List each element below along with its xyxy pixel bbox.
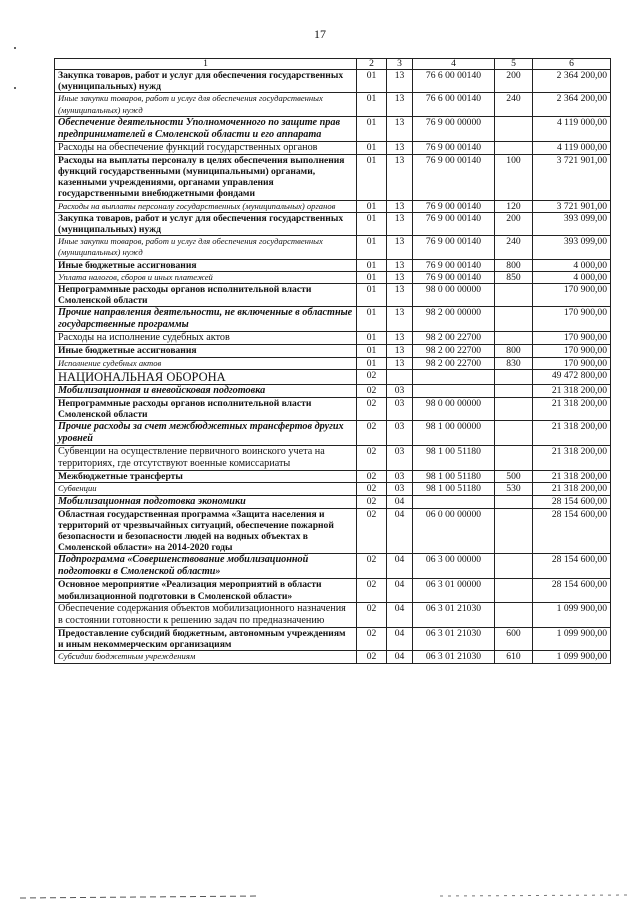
row-name: Предоставление субсидий бюджетным, автономным учреждениям и иным некоммерческим организациям: [55, 627, 357, 650]
section-code: 01: [357, 200, 387, 212]
row-name: Областная государственная программа «Защита населения и территорий от чрезвычайных ситуаций, обеспечение пожарной безопасности и безопасности людей на водных объектах в Смоленской области» на 2014-2020 годы: [55, 508, 357, 554]
row-name: Уплата налогов, сборов и иных платежей: [55, 271, 357, 283]
expense-type: [495, 307, 533, 332]
expense-type: 240: [495, 93, 533, 116]
amount: 4 000,00: [533, 259, 611, 271]
section-code: 02: [357, 627, 387, 650]
expense-type: 240: [495, 236, 533, 259]
row-name: Исполнение судебных актов: [55, 357, 357, 369]
amount: 170 900,00: [533, 332, 611, 345]
table-row: [55, 579, 611, 602]
scan-dash-line: [0, 890, 640, 905]
row-name: Субвенции на осуществление первичного воинского учета на территориях, где отсутствуют военные комиссариаты: [55, 446, 357, 471]
expense-type: 200: [495, 212, 533, 235]
row-name: Иные бюджетные ассигнования: [55, 259, 357, 271]
table-row: [55, 627, 611, 650]
target-article: 98 1 00 51180: [413, 483, 495, 495]
table-row: [55, 141, 611, 154]
column-header: 5: [495, 59, 533, 70]
expense-type: [495, 446, 533, 471]
row-name: Расходы на выплаты персоналу в целях обеспечения выполнения функций государственными (муниципальными) органами, казенными учреждениями, органами управления государственными внебюджетными фондами: [55, 154, 357, 200]
section-code: 01: [357, 116, 387, 141]
subsection-code: 13: [387, 332, 413, 345]
subsection-code: 03: [387, 421, 413, 446]
table-row: [55, 508, 611, 554]
table-row: [55, 154, 611, 200]
amount: 2 364 200,00: [533, 93, 611, 116]
table-row: [55, 384, 611, 397]
section-code: 01: [357, 271, 387, 283]
subsection-code: 04: [387, 579, 413, 602]
table-row: [55, 471, 611, 483]
target-article: 06 3 01 21030: [413, 651, 495, 663]
target-article: 76 9 00 00140: [413, 259, 495, 271]
section-code: 02: [357, 508, 387, 554]
subsection-code: 13: [387, 116, 413, 141]
target-article: 06 3 01 00000: [413, 579, 495, 602]
target-article: 06 0 00 00000: [413, 508, 495, 554]
section-code: 01: [357, 307, 387, 332]
section-code: 01: [357, 70, 387, 93]
target-article: 98 1 00 51180: [413, 446, 495, 471]
amount: 4 119 000,00: [533, 116, 611, 141]
subsection-code: 13: [387, 271, 413, 283]
amount: 21 318 200,00: [533, 483, 611, 495]
expense-type: 530: [495, 483, 533, 495]
table-row: [55, 602, 611, 627]
amount: 21 318 200,00: [533, 397, 611, 420]
table-row: [55, 271, 611, 283]
expense-type: [495, 141, 533, 154]
target-article: [413, 369, 495, 384]
table-row: [55, 93, 611, 116]
expense-type: [495, 495, 533, 508]
expense-type: 800: [495, 259, 533, 271]
subsection-code: 04: [387, 602, 413, 627]
amount: 4 119 000,00: [533, 141, 611, 154]
expense-type: [495, 508, 533, 554]
amount: 393 099,00: [533, 236, 611, 259]
amount: 21 318 200,00: [533, 384, 611, 397]
row-name: Прочие направления деятельности, не включенные в областные государственные программы: [55, 307, 357, 332]
target-article: 76 9 00 00140: [413, 236, 495, 259]
expense-type: 100: [495, 154, 533, 200]
row-name: Мобилизационная подготовка экономики: [55, 495, 357, 508]
expense-type: [495, 369, 533, 384]
section-code: 01: [357, 154, 387, 200]
amount: 170 900,00: [533, 307, 611, 332]
subsection-code: 13: [387, 200, 413, 212]
amount: 170 900,00: [533, 345, 611, 357]
row-name: Закупка товаров, работ и услуг для обеспечения государственных (муниципальных) нужд: [55, 212, 357, 235]
section-code: 02: [357, 483, 387, 495]
table-row: [55, 421, 611, 446]
subsection-code: 13: [387, 307, 413, 332]
target-article: 76 6 00 00140: [413, 93, 495, 116]
target-article: 98 2 00 22700: [413, 332, 495, 345]
row-name: Расходы на обеспечение функций государственных органов: [55, 141, 357, 154]
row-name: Иные закупки товаров, работ и услуг для обеспечения государственных (муниципальных) нужд: [55, 93, 357, 116]
table-row: [55, 345, 611, 357]
row-name: Обеспечение содержания объектов мобилизационного назначения в состоянии готовности к решению задач по предназначению: [55, 602, 357, 627]
target-article: 98 2 00 00000: [413, 307, 495, 332]
amount: 28 154 600,00: [533, 579, 611, 602]
section-code: 02: [357, 471, 387, 483]
target-article: 06 3 01 21030: [413, 627, 495, 650]
subsection-code: 13: [387, 93, 413, 116]
subsection-code: 13: [387, 70, 413, 93]
row-name: Закупка товаров, работ и услуг для обеспечения государственных (муниципальных) нужд: [55, 70, 357, 93]
target-article: 76 9 00 00000: [413, 116, 495, 141]
expense-type: [495, 384, 533, 397]
table-row: [55, 116, 611, 141]
row-name: Субвенции: [55, 483, 357, 495]
expense-type: [495, 116, 533, 141]
expense-type: 600: [495, 627, 533, 650]
amount: 1 099 900,00: [533, 627, 611, 650]
subsection-code: 04: [387, 651, 413, 663]
amount: 1 099 900,00: [533, 651, 611, 663]
target-article: 98 0 00 00000: [413, 397, 495, 420]
expense-type: [495, 554, 533, 579]
subsection-code: 03: [387, 384, 413, 397]
section-code: 01: [357, 259, 387, 271]
subsection-code: 13: [387, 236, 413, 259]
expense-type: 120: [495, 200, 533, 212]
amount: 28 154 600,00: [533, 508, 611, 554]
row-name: НАЦИОНАЛЬНАЯ ОБОРОНА: [55, 369, 357, 384]
table-row: [55, 554, 611, 579]
subsection-code: 13: [387, 212, 413, 235]
section-code: 02: [357, 369, 387, 384]
expense-type: 830: [495, 357, 533, 369]
section-code: 01: [357, 141, 387, 154]
table-row: [55, 495, 611, 508]
row-name: Расходы на выплаты персоналу государственных (муниципальных) органов: [55, 200, 357, 212]
amount: 4 000,00: [533, 271, 611, 283]
section-code: 02: [357, 651, 387, 663]
section-code: 01: [357, 212, 387, 235]
row-name: Прочие расходы за счет межбюджетных трансфертов других уровней: [55, 421, 357, 446]
expense-type: 200: [495, 70, 533, 93]
amount: 21 318 200,00: [533, 446, 611, 471]
expense-type: [495, 284, 533, 307]
amount: 49 472 800,00: [533, 369, 611, 384]
section-code: 01: [357, 357, 387, 369]
target-article: [413, 384, 495, 397]
amount: 1 099 900,00: [533, 602, 611, 627]
table-row: [55, 446, 611, 471]
expense-type: [495, 397, 533, 420]
table-row: [55, 236, 611, 259]
amount: 3 721 901,00: [533, 200, 611, 212]
subsection-code: 13: [387, 345, 413, 357]
row-name: Подпрограмма «Совершенствование мобилизационной подготовки в Смоленской области»: [55, 554, 357, 579]
column-header: 4: [413, 59, 495, 70]
target-article: [413, 495, 495, 508]
subsection-code: [387, 369, 413, 384]
row-name: Иные бюджетные ассигнования: [55, 345, 357, 357]
header-row: [55, 59, 611, 70]
subsection-code: 13: [387, 284, 413, 307]
target-article: 76 6 00 00140: [413, 70, 495, 93]
table-row: [55, 483, 611, 495]
section-code: 02: [357, 495, 387, 508]
expense-type: [495, 579, 533, 602]
column-header: 6: [533, 59, 611, 70]
expense-type: 800: [495, 345, 533, 357]
row-name: Основное мероприятие «Реализация мероприятий в области мобилизационной подготовки в Смоленской области»: [55, 579, 357, 602]
subsection-code: 03: [387, 446, 413, 471]
section-code: 02: [357, 602, 387, 627]
table-row: [55, 212, 611, 235]
target-article: 06 3 00 00000: [413, 554, 495, 579]
expense-type: 500: [495, 471, 533, 483]
scan-mark: [10, 40, 20, 100]
subsection-code: 13: [387, 141, 413, 154]
expense-type: 850: [495, 271, 533, 283]
target-article: 98 1 00 51180: [413, 471, 495, 483]
target-article: 76 9 00 00140: [413, 271, 495, 283]
target-article: 76 9 00 00140: [413, 200, 495, 212]
subsection-code: 03: [387, 483, 413, 495]
section-code: 01: [357, 345, 387, 357]
section-code: 02: [357, 579, 387, 602]
subsection-code: 04: [387, 508, 413, 554]
target-article: 98 2 00 22700: [413, 345, 495, 357]
subsection-code: 04: [387, 495, 413, 508]
section-code: 02: [357, 554, 387, 579]
target-article: 06 3 01 21030: [413, 602, 495, 627]
expense-type: [495, 332, 533, 345]
row-name: Непрограммные расходы органов исполнительной власти Смоленской области: [55, 397, 357, 420]
subsection-code: 13: [387, 357, 413, 369]
section-code: 01: [357, 332, 387, 345]
row-name: Расходы на исполнение судебных актов: [55, 332, 357, 345]
section-code: 01: [357, 236, 387, 259]
subsection-code: 04: [387, 627, 413, 650]
subsection-code: 13: [387, 259, 413, 271]
amount: 21 318 200,00: [533, 471, 611, 483]
section-code: 02: [357, 421, 387, 446]
table-row: [55, 369, 611, 384]
target-article: 76 9 00 00140: [413, 154, 495, 200]
section-code: 02: [357, 384, 387, 397]
column-header: 1: [55, 59, 357, 70]
column-header: 2: [357, 59, 387, 70]
amount: 3 721 901,00: [533, 154, 611, 200]
target-article: 76 9 00 00140: [413, 141, 495, 154]
amount: 28 154 600,00: [533, 495, 611, 508]
section-code: 01: [357, 284, 387, 307]
table-row: [55, 357, 611, 369]
page-number: 17: [314, 27, 326, 41]
target-article: 98 1 00 00000: [413, 421, 495, 446]
amount: 393 099,00: [533, 212, 611, 235]
subsection-code: 03: [387, 471, 413, 483]
subsection-code: 04: [387, 554, 413, 579]
section-code: 02: [357, 446, 387, 471]
expense-type: [495, 421, 533, 446]
target-article: 98 0 00 00000: [413, 284, 495, 307]
target-article: 98 2 00 22700: [413, 357, 495, 369]
amount: 170 900,00: [533, 284, 611, 307]
row-name: Межбюджетные трансферты: [55, 471, 357, 483]
amount: 28 154 600,00: [533, 554, 611, 579]
column-header: 3: [387, 59, 413, 70]
expense-type: [495, 602, 533, 627]
row-name: Иные закупки товаров, работ и услуг для обеспечения государственных (муниципальных) нужд: [55, 236, 357, 259]
row-name: Мобилизационная и вневойсковая подготовка: [55, 384, 357, 397]
table-row: [55, 651, 611, 663]
amount: 170 900,00: [533, 357, 611, 369]
amount: 2 364 200,00: [533, 70, 611, 93]
subsection-code: 03: [387, 397, 413, 420]
table-row: [55, 397, 611, 420]
row-name: Обеспечение деятельности Уполномоченного по защите прав предпринимателей в Смоленской области и его аппарата: [55, 116, 357, 141]
section-code: 02: [357, 397, 387, 420]
amount: 21 318 200,00: [533, 421, 611, 446]
table-row: [55, 307, 611, 332]
section-code: 01: [357, 93, 387, 116]
table-row: [55, 200, 611, 212]
budget-table: [54, 58, 611, 664]
table-row: [55, 259, 611, 271]
table-row: [55, 70, 611, 93]
target-article: 76 9 00 00140: [413, 212, 495, 235]
subsection-code: 13: [387, 154, 413, 200]
expense-type: 610: [495, 651, 533, 663]
table-row: [55, 284, 611, 307]
row-name: Субсидии бюджетным учреждениям: [55, 651, 357, 663]
table-row: [55, 332, 611, 345]
row-name: Непрограммные расходы органов исполнительной власти Смоленской области: [55, 284, 357, 307]
